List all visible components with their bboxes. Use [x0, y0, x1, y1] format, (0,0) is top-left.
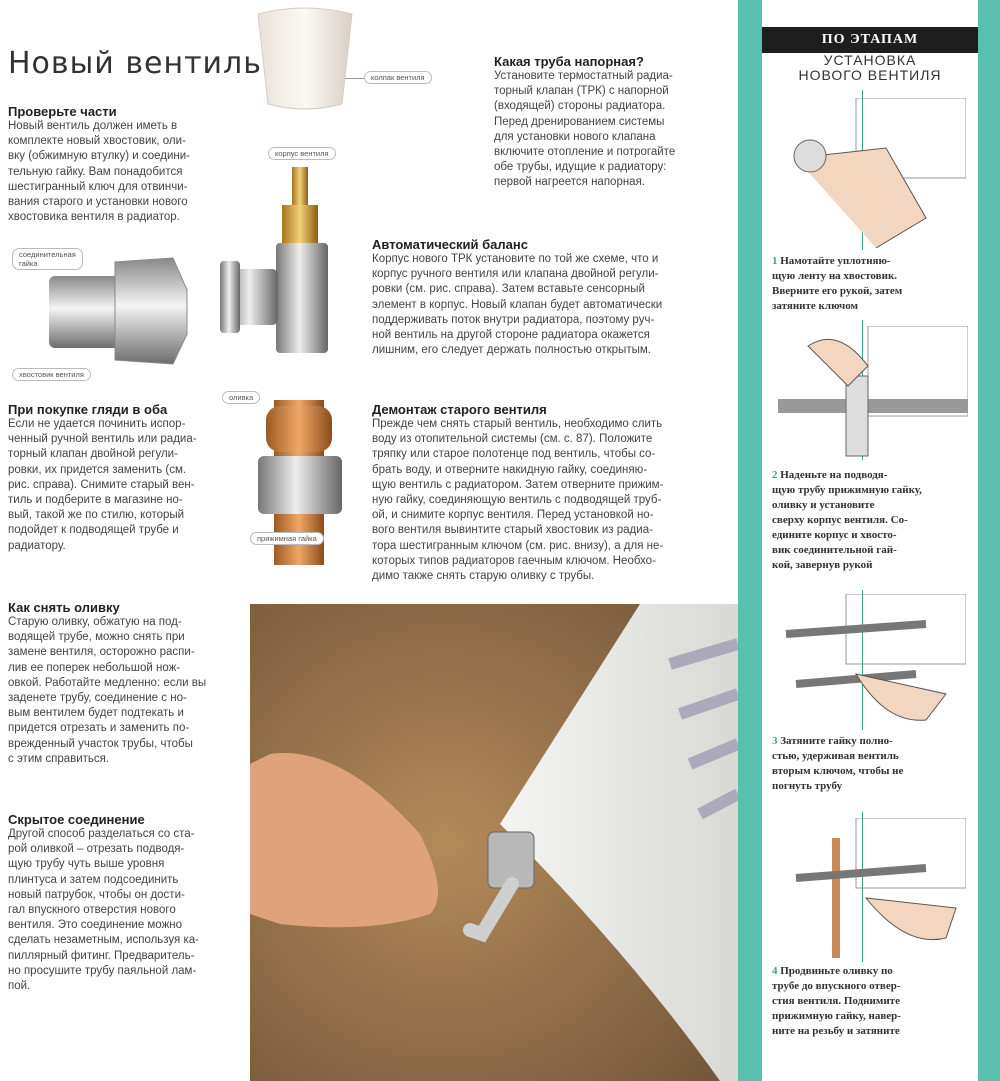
section-buying [8, 402, 240, 554]
callout-body: корпус вентиля [268, 147, 336, 160]
section-heading: Какая труба напорная? [494, 54, 644, 69]
page-title: Новый вентиль [8, 46, 262, 81]
callout-olive: оливка [222, 391, 260, 404]
section-text: Установите термостатный радиа- торный клапан (ТРК) с напорной (входящей) стороны радиатора. Перед дренированием системы для установки нового клапана включите отопление и потрогайте обе трубы, идущие к радиатору: первой нагреется напорная. [494, 70, 676, 189]
section-heading: Проверьте части [8, 104, 117, 119]
step-2 [772, 468, 960, 573]
step-text: Наденьте на подводя- щую трубу прижимную гайку, оливку и установите сверху корпус вентиля. Со- едините корпус и хвосто- вик соединительной гай- кой, завернув рукой [772, 469, 922, 571]
step2-illustration [778, 326, 968, 462]
step-1 [772, 254, 960, 314]
section-auto-balance [372, 237, 727, 358]
callout-compression-nut: прижимная гайка [250, 532, 324, 545]
step-number: 1 [772, 255, 778, 267]
radiator-photo [250, 604, 738, 1081]
section-heading: Автоматический баланс [372, 237, 528, 252]
step-number: 2 [772, 469, 778, 481]
step4-illustration [776, 818, 966, 958]
valve-cap-image [250, 4, 360, 116]
section-text: Прежде чем снять старый вентиль, необходимо слить воду из отопительной системы (см. с. 87). Положите тряпку или старое полотенце под вентиль, чтобы со- брать воду, и отверните накидную гайку, соединяю- щую вентиль с радиатором. Затем отверните прижим- ную гайку, соединяющую вентиль с подводящей труб- ой, и снимите корпус вентиля. Перед установкой но- вого вентиля вывинтите старый хвостовик из радиа- тора шестигранным ключом (см. рис. внизу), а для не- которых типов радиаторов гаечным ключом. Необхо- димо также снять старую оливку с трубы. [372, 418, 664, 583]
section-text: Старую оливку, обжатую на под- водящей трубе, можно снять при замене вентиля, осторожно распи- лив ее поперек небольшой нож- овкой. Работайте медленно: если вы заденете трубу, соединение с но- вым вентилем будет подтекать и придется отрезать и заменить по- врежденный участок трубы, чтобы с этим справиться. [8, 616, 207, 765]
stage-label: ПО ЭТАПАМ [762, 27, 978, 53]
step-number: 4 [772, 965, 778, 977]
section-check-parts [8, 104, 240, 225]
step-number: 3 [772, 735, 778, 747]
section-hidden-joint [8, 812, 240, 994]
callout-tail: хвостовик вентиля [12, 368, 91, 381]
section-text: Если не удается починить испор- ченный ручной вентиль или радиа- торный клапан двойной регули- ровки, их придется заменить (см. рис. справа). Снимите старый вен- тиль и подберите в магазине но- вый, такой же по стилю, который подойдет к подводящей трубе и радиатору. [8, 418, 197, 552]
callout-nut: соединительная гайка [12, 248, 83, 270]
section-remove-olive [8, 600, 240, 767]
sidebar-subheading: УСТАНОВКА НОВОГО ВЕНТИЛЯ [798, 52, 942, 83]
step3-illustration [776, 594, 966, 730]
tailpiece-image [45, 250, 190, 370]
section-text: Новый вентиль должен иметь в комплекте новый хвостовик, оли- вку (обжимную втулку) и соедини- тельную гайку. Вам понадобится шестигранный ключ для отвинчи- вания старого и установки нового хвостовика вентиля в радиатор. [8, 120, 191, 224]
step1-illustration [776, 98, 966, 248]
callout-cap: колпак вентиля [364, 71, 432, 84]
section-dismantle [372, 402, 727, 584]
step-3 [772, 734, 960, 794]
step-text: Продвиньте оливку по трубе до впускного отвер- стия вентиля. Поднимите прижимную гайку, навер- ните на резьбу и затяните [772, 965, 901, 1037]
section-heading: Как снять оливку [8, 600, 120, 615]
step-text: Затяните гайку полно- стью, удерживая вентиль вторым ключом, чтобы не погнуть трубу [772, 735, 904, 792]
valve-body-image [218, 165, 358, 365]
section-text: Другой способ разделаться со ста- рой оливкой – отрезать подводя- щую трубу чуть выше уровня плинтуса и затем подсоединить новый патрубок, чтобы он дости- гал впускного отверстия нового вентиля. Это соединение можно сделать незаметным, используя ка- пиллярный фитинг. Предваритель- но просушите трубу паяльной лам- пой. [8, 828, 199, 993]
step-text: Намотайте уплотняю- щую ленту на хвостовик. Вверните его рукой, затем затяните ключом [772, 255, 903, 312]
section-pressure-pipe [494, 54, 724, 191]
section-heading: При покупке гляди в оба [8, 402, 168, 417]
section-heading: Скрытое соединение [8, 812, 145, 827]
section-heading: Демонтаж старого вентиля [372, 402, 547, 417]
step-4 [772, 964, 960, 1039]
section-text: Корпус нового ТРК установите по той же схеме, что и корпус ручного вентиля или клапана двойной регули- ровки (см. рис. справа). Затем вставьте сенсорный элемент в корпус. Новый клапан будет автоматически поддерживать поток внутри радиатора, поэтому руч- ной вентиль на другой стороне радиатора окажется лишним, его следует держать полностью открытым. [372, 253, 663, 357]
